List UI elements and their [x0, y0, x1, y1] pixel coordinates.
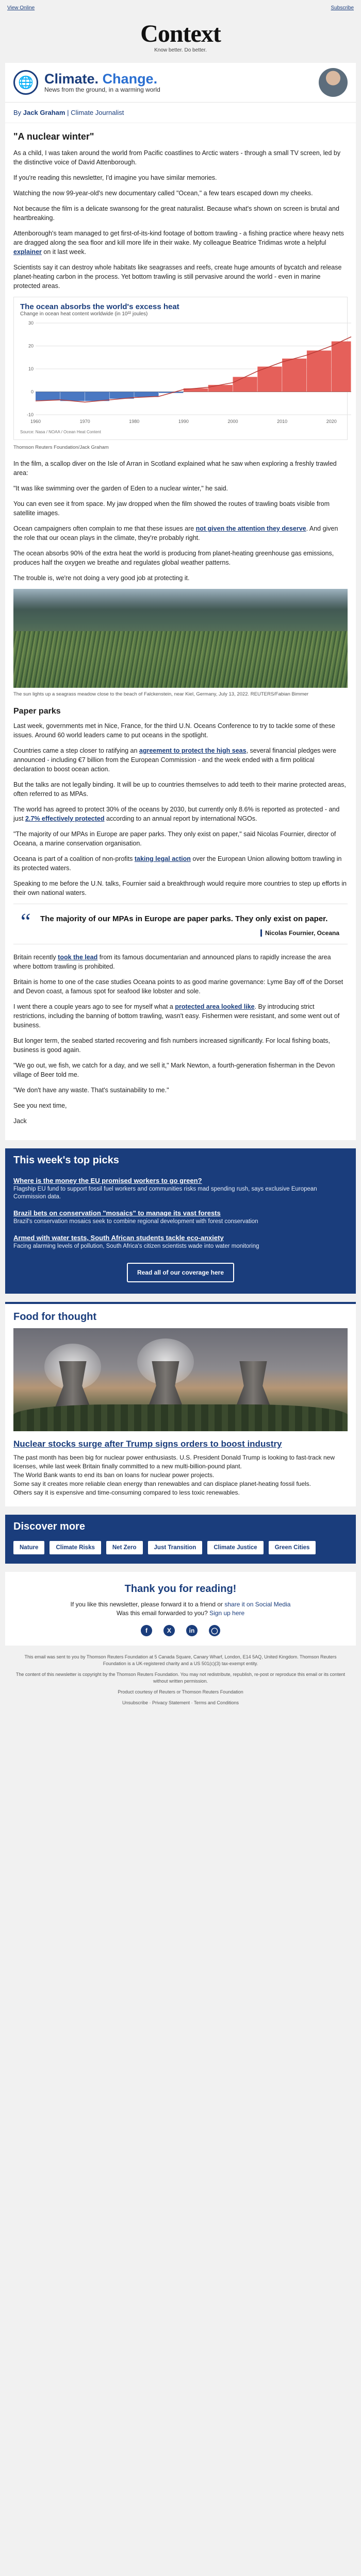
- paragraph: [13, 524, 348, 543]
- footer-links[interactable]: Unsubscribe · Privacy Statement · Terms and Conditions: [122, 1700, 239, 1705]
- text: Attenborough's team managed to get first-of-its-kind footage of bottom trawling - a fishing practice where heavy nets are dragged along the sea floor and kill more life in their wake. My colleague Beatrice Tridimas wrote a helpful: [13, 230, 344, 246]
- paragraph: Scientists say it can destroy whole habitats like seagrasses and reefs, create huge amounts of bycatch and release planet-heating carbon in the process. Yet bottom trawling is still pervasive around the world - even in marine protected areas.: [13, 264, 342, 290]
- pick-title[interactable]: Where is the money the EU promised workers to go green?: [13, 1177, 202, 1184]
- data-bar: [257, 367, 282, 392]
- facebook-icon[interactable]: f: [141, 1625, 152, 1636]
- paragraph: But the talks are not legally binding. It will be up to countries themselves to add teeth to their marine protected areas, often referred to as MPAs.: [13, 781, 346, 798]
- cta-wrap: [13, 1255, 348, 1285]
- data-bar: [233, 377, 257, 392]
- byline: [5, 103, 356, 123]
- signup-line: [15, 1609, 346, 1618]
- pull-quote: [13, 904, 348, 944]
- y-tick-label: 20: [28, 343, 34, 349]
- tag-just-transition[interactable]: Just Transition: [148, 1541, 203, 1554]
- effective-protection-link[interactable]: 2.7% effectively protected: [25, 815, 105, 822]
- y-tick-label: 10: [28, 366, 34, 371]
- author-name-link[interactable]: Jack Graham: [23, 109, 65, 116]
- food-line: Others say it is expensive and time-consuming compared to less toxic renewables.: [13, 1489, 240, 1496]
- tree-line: [13, 1404, 348, 1431]
- paragraph: [13, 1002, 348, 1030]
- paragraph: As a child, I was taken around the world from Pacific coastlines to Arctic waters - through a small TV screen, led by the distinctive voice of David Attenborough.: [13, 149, 341, 166]
- globe-icon: 🌐: [13, 70, 38, 95]
- x-icon[interactable]: X: [163, 1625, 175, 1636]
- seagrass-photo: [13, 589, 348, 688]
- article-card: [5, 63, 356, 1140]
- view-online-link[interactable]: View Online: [7, 5, 35, 11]
- quote-mark-icon: “: [21, 909, 31, 934]
- pick-desc: Brazil's conservation mosaics seek to combine regional development with forest conservation: [13, 1218, 258, 1225]
- legal-action-link[interactable]: taking legal action: [134, 855, 191, 862]
- food-line: The World Bank wants to end its ban on loans for nuclear power projects.: [13, 1471, 215, 1479]
- text: . And given the role that our ocean plays in the climate, they're probably right.: [13, 525, 338, 541]
- paragraph: You can even see it from space. My jaw dropped when the film showed the routes of trawling boats visible from satellite images.: [13, 500, 330, 517]
- food-for-thought: [5, 1328, 356, 1506]
- share-social-link[interactable]: share it on Social Media: [224, 1601, 291, 1608]
- x-tick-label: 1980: [129, 419, 140, 424]
- pick-desc: Flagship EU fund to support fossil fuel workers and communities risks mad spending rush, says exclusive European Commission data.: [13, 1186, 317, 1200]
- food-line: The past month has been big for nuclear power enthusiasts. U.S. President Donald Trump is looking to fast-track new licenses, while last week Britain finally committed to a new multi-billion-pound plant.: [13, 1454, 335, 1470]
- byline-prefix: By: [13, 109, 22, 116]
- cooling-tower: [235, 1361, 271, 1409]
- quote-author-name: Nicolas Fournier, Oceana: [260, 929, 339, 937]
- quote-author: [40, 929, 339, 937]
- paragraph: [13, 229, 348, 257]
- footer: [5, 1646, 356, 1725]
- paragraph: But longer term, the seabed started recovering and fish numbers increased significantly. For local fishing boats, business is good again.: [13, 1037, 330, 1054]
- chart-caption: Thomson Reuters Foundation/Jack Graham: [13, 445, 109, 450]
- x-tick-label: 2010: [277, 419, 288, 424]
- data-bar: [60, 392, 85, 401]
- paragraph: [13, 854, 348, 873]
- subscribe-link[interactable]: Subscribe: [331, 5, 354, 11]
- data-bar: [208, 385, 233, 392]
- tag-climate-risks[interactable]: Climate Risks: [50, 1541, 101, 1554]
- paragraph: "It was like swimming over the garden of Eden to a nuclear winter," he said.: [13, 485, 228, 492]
- read-coverage-button[interactable]: Read all of our coverage here: [127, 1263, 234, 1282]
- newsletter-subtitle: News from the ground, in a warming world: [44, 86, 160, 93]
- pick-title[interactable]: Armed with water tests, South African students tackle eco-anxiety: [13, 1234, 224, 1242]
- pick-desc: Facing alarming levels of pollution, South Africa's citizen scientists wade into water monitoring: [13, 1243, 259, 1249]
- food-title-link[interactable]: Nuclear stocks surge after Trump signs orders to boost industry: [13, 1439, 282, 1449]
- food-line: Some say it creates more reliable clean energy than renewables and can displace planet-heating fossil fuels.: [13, 1480, 311, 1487]
- byline-separator: |: [67, 109, 71, 116]
- paragraph: Britain is home to one of the case studies Oceana points to as good marine governance: Lyme Bay off of the Dorset and Devon coast, a famous spot for seafood like lobster and sole.: [13, 978, 343, 995]
- paragraph: [13, 953, 348, 971]
- sign-off: See you next time,: [13, 1102, 67, 1109]
- took-the-lead-link[interactable]: took the lead: [58, 954, 98, 961]
- masthead: [0, 15, 361, 63]
- y-tick-label: 0: [30, 389, 34, 395]
- tag-net-zero[interactable]: Net Zero: [106, 1541, 143, 1554]
- ocean-heat-chart: [13, 297, 348, 440]
- paragraph: If you're reading this newsletter, I'd imagine you have similar memories.: [13, 174, 217, 181]
- text: over the European Union allowing bottom trawling in its protected waters.: [13, 855, 342, 872]
- discover-tags: [5, 1539, 356, 1564]
- paragraph: "The majority of our MPAs in Europe are paper parks. They only exist on paper," said Nicolas Fournier, director of Oceana, a marine conservation organisation.: [13, 831, 336, 847]
- paragraph: [13, 805, 348, 823]
- x-tick-label: 1960: [30, 419, 41, 424]
- share-line: [15, 1600, 346, 1609]
- attention-link[interactable]: not given the attention they deserve: [195, 525, 306, 532]
- article-body: [5, 123, 356, 1140]
- top-bar: [0, 0, 361, 15]
- thanks-title: Thank you for reading!: [124, 1583, 237, 1595]
- text: . By introducing strict restrictions, including the banning of bottom trawling, wasn't easy. Fishermen were resistant, and some went out of business.: [13, 1003, 340, 1029]
- footer-text: This email was sent to you by Thomson Reuters Foundation at 5 Canada Square, Canary Wharf, London, E14 5AQ, United Kingdom. Thomson Reuters Foundation is a UK-registered charity and a US 501(c)(3) tax-exempt entity.: [24, 1654, 337, 1666]
- top-picks-header: This week's top picks: [5, 1148, 356, 1173]
- context-logo[interactable]: Context: [140, 20, 221, 47]
- y-tick-label: -10: [26, 412, 34, 417]
- text: Countries came a step closer to ratifying an: [13, 747, 139, 754]
- paragraph: [13, 746, 348, 774]
- text: Britain recently: [13, 954, 58, 961]
- high-seas-link[interactable]: agreement to protect the high seas: [139, 747, 247, 754]
- paragraph: Last week, governments met in Nice, France, for the third U.N. Oceans Conference to try to tackle some of these issues. Around 60 world leaders came to put oceans in the spotlight.: [13, 722, 335, 739]
- footer-text: The content of this newsletter is copyright by the Thomson Reuters Foundation. You may not redistribute, republish, re-post or reproduce this email or its content without written permission.: [15, 1672, 346, 1684]
- text: Was this email forwarded to you?: [116, 1609, 210, 1617]
- sign-up-link[interactable]: Sign up here: [209, 1609, 245, 1617]
- text: Ocean campaigners often complain to me that these issues are: [13, 525, 196, 532]
- newsletter-title: [44, 72, 160, 86]
- pick-title[interactable]: Brazil bets on conservation "mosaics" to manage its vast forests: [13, 1209, 221, 1217]
- data-bar: [307, 350, 331, 392]
- tag-green-cities[interactable]: Green Cities: [269, 1541, 316, 1554]
- paragraph: Speaking to me before the U.N. talks, Fournier said a breakthrough would require more countries to step up efforts in their own national waters.: [13, 880, 347, 896]
- data-bar: [332, 342, 351, 392]
- pick-item[interactable]: [13, 1230, 348, 1255]
- x-tick-label: 2020: [326, 419, 337, 424]
- paragraph: Watching the now 99-year-old's new documentary called "Ocean," a few tears escaped down my cheeks.: [13, 190, 313, 197]
- masthead-tagline: Know better. Do better.: [154, 47, 207, 53]
- protected-area-link[interactable]: protected area looked like: [175, 1003, 255, 1010]
- tag-climate-justice[interactable]: Climate Justice: [207, 1541, 263, 1554]
- text: on it last week.: [41, 248, 87, 256]
- data-bar: [36, 392, 60, 401]
- chart-subtitle: Change in ocean heat content worldwide (in 10²² joules): [20, 311, 148, 317]
- chart-source: Source: Nasa / NOAA / Ocean Heat Content: [20, 430, 101, 434]
- signature: Jack: [13, 1117, 27, 1125]
- nuclear-plant-photo[interactable]: [13, 1328, 348, 1431]
- sunlight-rays: [13, 589, 348, 609]
- section-heading: Paper parks: [13, 707, 61, 716]
- text: Oceana is part of a coalition of non-profits: [13, 855, 135, 862]
- food-for-thought-header: Food for thought: [5, 1302, 356, 1328]
- explainer-link[interactable]: explainer: [13, 248, 42, 256]
- pick-item[interactable]: [13, 1173, 348, 1205]
- seagrass-meadow: [13, 631, 348, 688]
- paragraph: In the film, a scallop diver on the Isle of Arran in Scotland explained what he saw when exploring a freshly trawled area:: [13, 460, 337, 477]
- author-role: Climate Journalist: [71, 109, 124, 116]
- article-headline: "A nuclear winter": [13, 131, 94, 142]
- x-tick-label: 1990: [178, 419, 189, 424]
- tag-nature[interactable]: Nature: [13, 1541, 44, 1554]
- text: from its famous documentarian and announced plans to rapidly increase the area where bottom trawling is prohibited.: [13, 954, 331, 970]
- title-part-b: Change.: [102, 71, 158, 87]
- text: I went there a couple years ago to see for myself what a: [13, 1003, 175, 1010]
- social-icons: [15, 1625, 346, 1636]
- instagram-icon[interactable]: ◯: [209, 1625, 220, 1636]
- footer-text: Product courtesy of Reuters or Thomson Reuters Foundation: [118, 1689, 243, 1694]
- text: according to an annual report by international NGOs.: [104, 815, 257, 822]
- paragraph: The trouble is, we're not doing a very good job at protecting it.: [13, 574, 190, 582]
- pick-item[interactable]: [13, 1205, 348, 1230]
- paragraph: "We go out, we fish, we catch for a day, and we sell it," Mark Newton, a fourth-generation fisherman in the Devon village of Beer told me.: [13, 1062, 335, 1078]
- data-bar: [282, 359, 306, 392]
- x-tick-label: 1970: [79, 419, 90, 424]
- data-bar: [85, 392, 109, 401]
- text: If you like this newsletter, please forward it to a friend or: [70, 1601, 225, 1608]
- thanks-section: [5, 1572, 356, 1646]
- top-picks: [5, 1173, 356, 1294]
- x-tick-label: 2000: [227, 419, 238, 424]
- quote-text: The majority of our MPAs in Europe are paper parks. They only exist on paper.: [40, 914, 328, 923]
- text: , several financial pledges were announced - including €7 billion from the European Commission - and the week ended with a firm political declaration to boost ocean action.: [13, 747, 336, 773]
- chart-svg: [20, 319, 355, 427]
- newsletter-hero: [5, 63, 356, 103]
- paragraph: Not because the film is a delicate swansong for the great naturalist. Because what's shown on screen is brutal and heartbreaking.: [13, 205, 339, 222]
- linkedin-icon[interactable]: in: [186, 1625, 198, 1636]
- paragraph: "We don't have any waste. That's sustainability to me.": [13, 1087, 169, 1094]
- chart-title: The ocean absorbs the world's excess heat: [20, 302, 179, 311]
- newsletter: [5, 63, 356, 1725]
- title-part-a: Climate.: [44, 71, 99, 87]
- paragraph: The ocean absorbs 90% of the extra heat the world is producing from planet-heating greenhouse gas emissions, produces half the oxygen we breathe and regulates global weather patterns.: [13, 550, 334, 566]
- text: The world has agreed to protect 30% of the oceans by 2030, but currently only 8.6% is reported as protected - and just: [13, 806, 340, 822]
- author-photo: [319, 68, 348, 97]
- photo-caption: The sun lights up a seagrass meadow close to the beach of Falckenstein, near Kiel, Germany, July 13, 2022. REUTERS/Fabian Bimmer: [13, 691, 309, 697]
- discover-more-header: Discover more: [5, 1515, 356, 1539]
- y-tick-label: 30: [28, 320, 34, 326]
